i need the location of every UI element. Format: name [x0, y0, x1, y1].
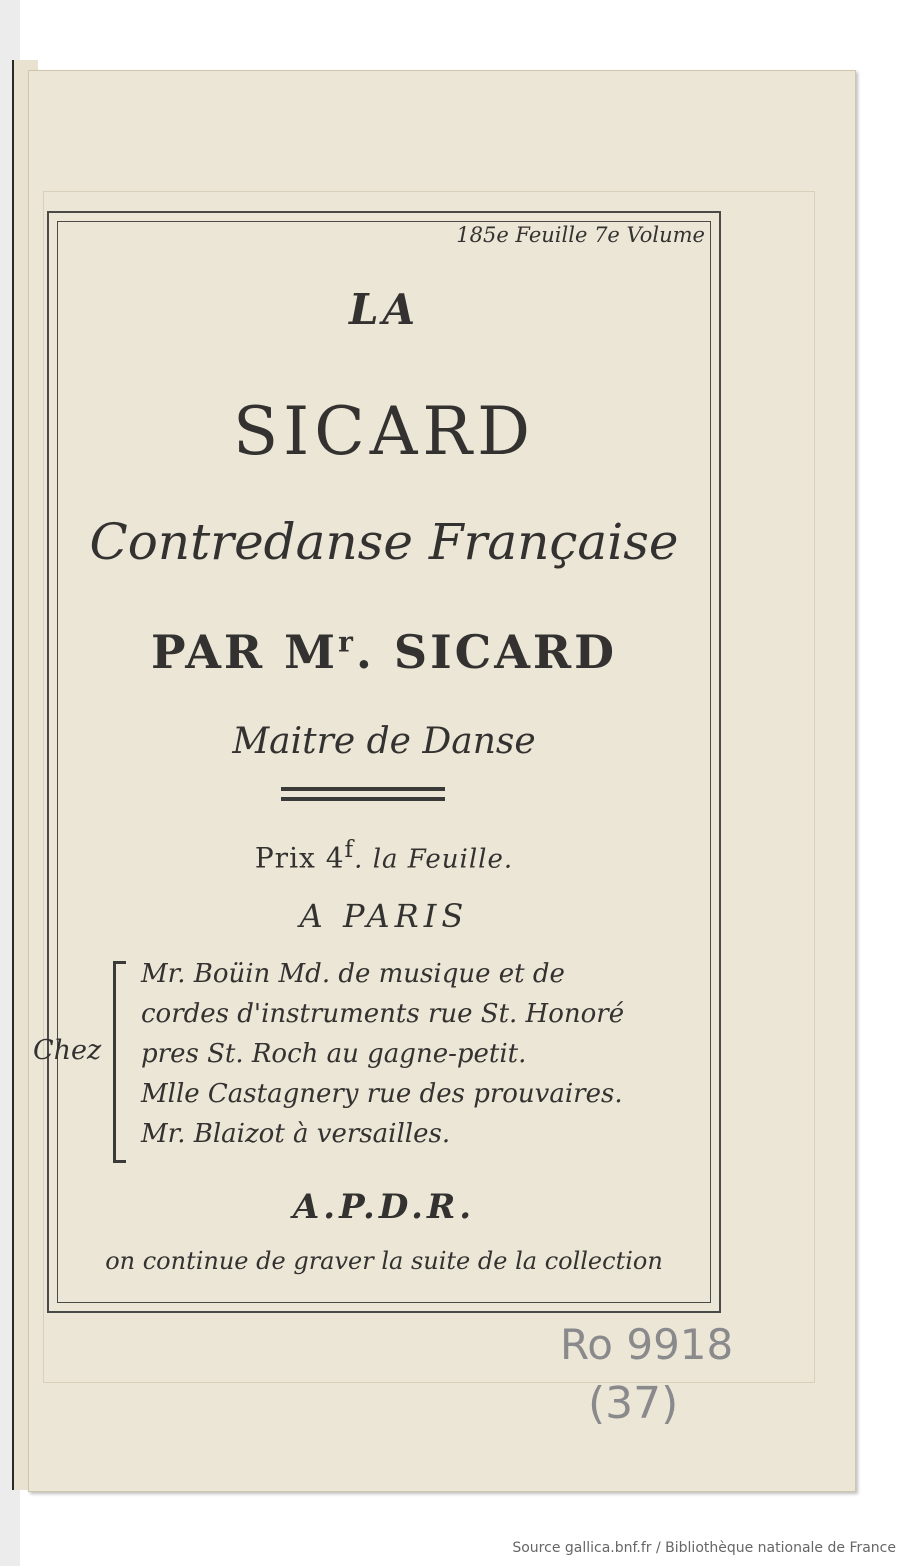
author-sup: r [338, 625, 356, 659]
author-prefix: PAR M [150, 625, 339, 679]
price-label: Prix 4 [254, 841, 345, 875]
seller-line: pres St. Roch au gagne-petit. [141, 1039, 527, 1069]
author-name: . SICARD [355, 625, 618, 679]
shelfmark: Ro 9918 [560, 1320, 734, 1369]
source-credit: Source gallica.bnf.fr / Bibliothèque nationale de France [512, 1540, 896, 1556]
publication-city: A PARIS [299, 897, 469, 935]
author-role: Maitre de Danse [232, 721, 536, 762]
volume-note: 185e Feuille 7e Volume [456, 223, 705, 247]
seller-line: Mr. Blaizot à versailles. [141, 1119, 451, 1149]
divider-rule-bottom [281, 797, 445, 801]
seller-line: Mlle Castagnery rue des prouvaires. [141, 1079, 623, 1109]
divider-rule-top [281, 787, 445, 791]
privilege-mark: A.P.D.R. [292, 1187, 476, 1227]
price-sup: f [344, 835, 355, 863]
engraved-frame [33, 211, 721, 1313]
title-article: LA [348, 285, 420, 334]
seller-line: cordes d'instruments rue St. Honoré [141, 999, 625, 1029]
shelfmark-volume: (37) [588, 1378, 679, 1429]
author-line [49, 625, 719, 679]
title-page [28, 70, 856, 1492]
collection-note: on continue de graver la suite de la collection [105, 1247, 663, 1275]
page-title: SICARD [232, 393, 536, 470]
sellers-label: Chez [33, 1035, 102, 1066]
price-suffix: . la Feuille. [354, 844, 514, 875]
subtitle: Contredanse Française [89, 513, 679, 571]
price-line [49, 835, 719, 874]
sellers-bracket [113, 961, 126, 1163]
seller-line: Mr. Boüin Md. de musique et de [141, 959, 565, 989]
